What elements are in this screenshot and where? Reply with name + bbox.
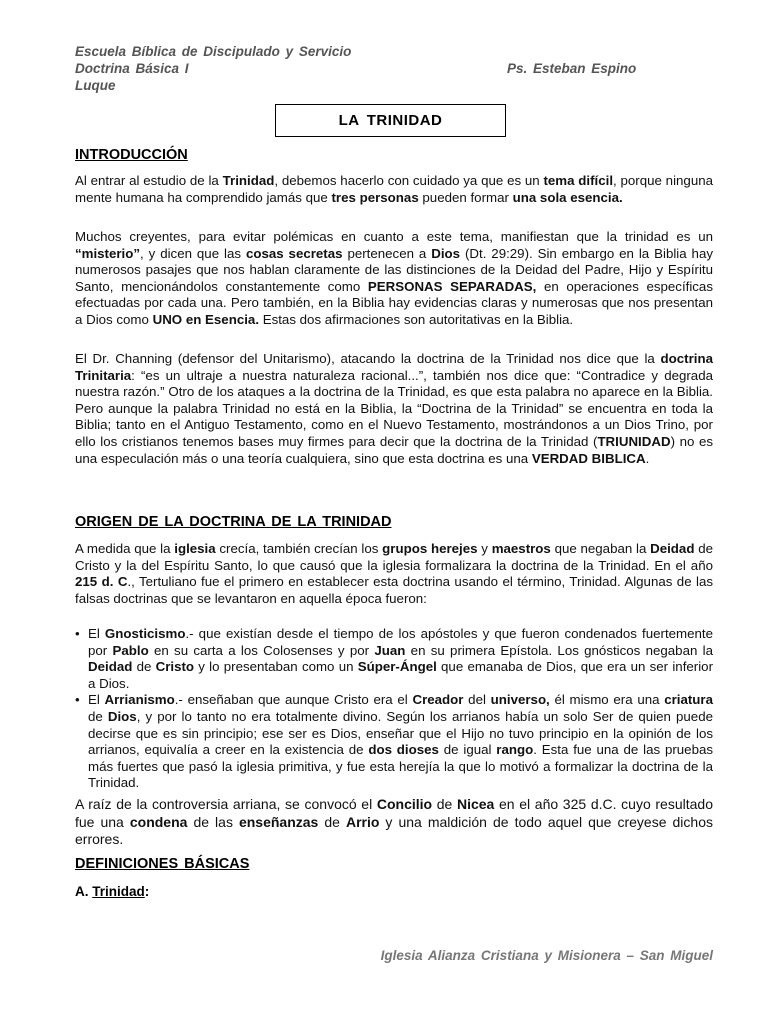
text-run: de	[132, 659, 156, 675]
paragraph-intro-3	[75, 351, 713, 467]
page-footer: Iglesia Alianza Cristiana y Misionera – San Miguel	[380, 948, 713, 963]
text-run: de Cristo y la del Espíritu Santo, lo que causó que la iglesia formalizara la doctrina de la Trinidad. En el año	[75, 541, 713, 573]
paragraph-intro-2	[75, 229, 713, 329]
bold-term: universo,	[490, 692, 550, 708]
heading-definiciones: DEFINICIONES BÁSICAS	[75, 856, 250, 872]
bold-term: cosas secretas	[245, 245, 343, 261]
bold-term: VERDAD BIBLICA	[531, 450, 646, 466]
bold-term: Cristo	[155, 659, 195, 675]
paragraph-intro-1	[75, 173, 713, 206]
definition-label: Trinidad	[92, 884, 145, 899]
text-run: .- que existían desde el tiempo de los apóstoles y que fueron condenados fuertemente por	[88, 626, 713, 658]
text-run: de	[432, 796, 457, 812]
text-run: .	[645, 450, 650, 466]
bold-term: Dios	[107, 708, 137, 724]
text-run: : “es un ultraje a nuestra naturaleza racional...”, también nos dice que: “Contradice y degrada nuestra razón.” Otro de los ataques a la doctrina de la Trinidad, es que esta palabra no aparece en la Biblia. Pero aunque la palabra Trinidad no está en la Biblia, la “Doctrina de la Trinidad” se encuentra en toda la Biblia; tanto en el Antiguo Testamento, como en el Nuevo Testamento, mostrándonos a un Dios Trino, por ello los cristianos tenemos bases muy firmes para decir que la doctrina de la Trinidad (	[75, 367, 713, 449]
document-title: LA TRINIDAD	[275, 104, 506, 137]
bold-term: Nicea	[456, 796, 495, 812]
text-run: (Dt. 29:29). Sin embargo en la Biblia hay numerosos pasajes que nos hablan claramente de las distinciones de la Deidad del Padre, Hijo y Espíritu Santo, mencionándolos constantemente como	[75, 245, 713, 294]
bold-term: tres personas	[331, 189, 419, 205]
bold-term: Trinidad	[222, 173, 275, 188]
text-run: El	[88, 626, 105, 641]
bullet-icon: •	[75, 626, 80, 641]
text-run: de las	[187, 813, 239, 830]
text-run: El Dr. Channing (defensor del Unitarismo), atacando la doctrina de la Trinidad nos dice que la	[75, 351, 661, 366]
definition-letter: A.	[75, 884, 89, 899]
text-run: en operaciones específicas efectuadas por cada una. Pero también, en la Biblia hay evidencias claras y numerosas que nos presentan a Dios como	[75, 278, 713, 327]
bold-term: 215 d. C	[75, 574, 128, 590]
text-run: pueden formar	[418, 189, 513, 205]
text-run: él mismo era una	[549, 692, 665, 708]
bold-term: rango	[496, 742, 534, 758]
text-run: Estas dos afirmaciones son autoritativas en la Biblia.	[259, 311, 574, 327]
bold-term: Arrio	[345, 813, 380, 830]
bold-term: doctrina Trinitaria	[75, 351, 713, 383]
list-item-text	[88, 626, 713, 691]
bold-term: Juan	[374, 642, 406, 658]
text-run: que negaban la	[550, 541, 651, 556]
list-item	[75, 692, 713, 792]
bold-term: TRIUNIDAD	[597, 433, 671, 449]
list-item	[75, 626, 713, 692]
text-run: y lo presentaban como un	[194, 659, 358, 675]
bold-term: Arrianismo	[104, 692, 175, 708]
bold-term: dos dioses	[368, 742, 439, 758]
text-run: Muchos creyentes, para evitar polémicas en cuanto a este tema, manifiestan que la trinidad es un	[75, 229, 713, 244]
heading-introduccion: INTRODUCCIÓN	[75, 147, 188, 163]
bullet-icon: •	[75, 692, 80, 708]
text-run: , y dicen que las	[140, 245, 246, 261]
bold-term: “misterio”	[75, 245, 141, 261]
header-author: Ps. Esteban Espino	[507, 61, 637, 76]
bold-term: UNO en Esencia.	[152, 311, 260, 327]
text-run: , porque ninguna mente humana ha comprendido jamás que	[75, 173, 714, 205]
header-school: Escuela Bíblica de Discipulado y Servicio	[75, 44, 352, 59]
text-run: que emanaba de Dios, que era un ser inferior a Dios.	[88, 659, 713, 691]
bold-term: Deidad	[88, 659, 133, 675]
text-run: A raíz de la controversia arriana, se convocó el	[75, 796, 377, 812]
header-author-surname: Luque	[75, 78, 116, 93]
bold-term: Deidad	[650, 541, 695, 556]
page-header	[75, 43, 675, 94]
text-run: de	[318, 813, 346, 830]
bold-term: maestros	[491, 541, 551, 556]
bold-term: Súper-Ángel	[357, 659, 437, 675]
text-run: , debemos hacerlo con cuidado ya que es un	[274, 173, 544, 188]
bold-term: PERSONAS SEPARADAS,	[367, 278, 537, 294]
text-run: de	[88, 708, 108, 724]
bold-term: tema difícil	[543, 173, 614, 188]
text-run: en el año 325 d.C. cuyo resultado fue una	[75, 796, 713, 830]
text-run: Al entrar al estudio de la	[75, 173, 223, 188]
bold-term: Creador	[412, 692, 464, 708]
bold-term: condena	[129, 813, 188, 830]
text-run: , y por lo tanto no era totalmente divino. Según los arrianos había un solo Ser de quien puede decirse que es sin principio; ese ser es Dios, enseñar que el Hijo no tuvo principio en la opinión de los arrianos, equivalía a creer en la existencia de	[88, 708, 713, 758]
definition-colon: :	[144, 884, 150, 899]
list-item-text	[88, 692, 713, 790]
paragraph-origen-2	[75, 796, 713, 849]
text-run: .- enseñaban que aunque Cristo era el	[174, 692, 413, 708]
text-run: del	[463, 692, 491, 708]
text-run: crecía, también crecían los	[215, 541, 383, 556]
text-run: . Esta fue una de las pruebas más fuertes que pasó la iglesia primitiva, y fue esta herejía la que lo motivó a formalizar la doctrina de la Trinidad.	[88, 742, 714, 791]
bold-term: enseñanzas	[238, 813, 319, 830]
bold-term: grupos herejes	[382, 541, 478, 556]
bold-term: Gnosticismo	[104, 626, 186, 641]
text-run: en su primera Epístola. Los gnósticos negaban la	[405, 642, 713, 658]
bold-term: criatura	[664, 692, 713, 708]
bold-term: Concilio	[376, 796, 433, 812]
text-run: El	[88, 692, 105, 708]
paragraph-origen-1	[75, 541, 713, 607]
bold-term: Dios	[431, 245, 461, 261]
definition-item-trinidad	[75, 884, 149, 899]
text-run: en su carta a los Colosenses y por	[148, 642, 375, 658]
text-run: ) no es una especulación más o una teoría cualquiera, sino que esta doctrina es una	[75, 433, 713, 466]
text-run: ., Tertuliano fue el primero en establecer esta doctrina usando el término, Trinidad. Algunas de las falsas doctrinas que se levantaron en aquella época fueron:	[75, 574, 714, 606]
text-run: y	[477, 541, 492, 556]
text-run: pertenecen a	[342, 245, 432, 261]
bold-term: una sola esencia.	[512, 189, 623, 205]
heresy-list	[75, 626, 713, 792]
text-run: de igual	[438, 742, 497, 758]
text-run: A medida que la	[75, 541, 175, 556]
bold-term: Pablo	[112, 642, 149, 658]
text-run: y una maldición de todo aquel que creyese dichos errores.	[75, 813, 713, 847]
header-course: Doctrina Básica I	[75, 61, 189, 76]
heading-origen: ORIGEN DE LA DOCTRINA DE LA TRINIDAD	[75, 514, 392, 530]
bold-term: iglesia	[174, 541, 216, 556]
